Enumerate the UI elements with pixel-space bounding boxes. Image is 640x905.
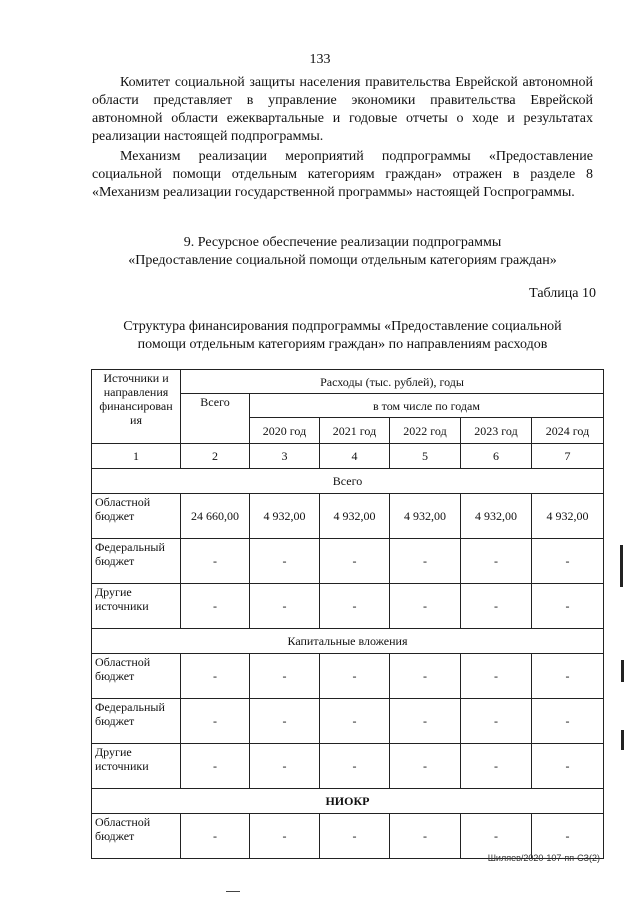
table-row [92,654,604,699]
section-row [92,629,604,654]
section-title: Всего [92,469,604,494]
value-cell: - [532,539,604,584]
section-title: Капитальные вложения [92,629,604,654]
table-header-row-1 [92,370,604,394]
table-row [92,494,604,539]
value-cell: 4 932,00 [320,494,390,539]
value-cell: - [181,744,250,789]
paragraph-mechanism: Механизм реализации мероприятий подпрограммы «Предоставление социальной помощи отдельным категориям граждан» отражен в разделе 8 «Механизм реализации государственной программы» настоящей Госпрограммы. [92,149,593,200]
value-cell: - [250,814,320,859]
value-cell: - [461,539,532,584]
source-cell: Областной бюджет [92,494,181,539]
section-heading-line1: 9. Ресурсное обеспечение реализации подпрограммы [183,235,502,250]
table-row [92,744,604,789]
header-by-years: в том числе по годам [250,394,604,418]
source-cell: Областной бюджет [92,814,181,859]
value-cell: 4 932,00 [532,494,604,539]
table-row [92,699,604,744]
header-year: 2024 год [532,418,604,444]
column-number: 6 [461,444,532,469]
value-cell: 4 932,00 [390,494,461,539]
value-cell: - [390,744,461,789]
scan-artifact-mark [621,660,624,682]
table-row [92,814,604,859]
table-caption-line2: помощи отдельным категориям граждан» по направлениям расходов [137,337,548,352]
table-label: Таблица 10 [529,286,596,301]
column-number: 7 [532,444,604,469]
value-cell: - [461,744,532,789]
value-cell: - [390,584,461,629]
value-cell: - [461,584,532,629]
source-cell: Другие источники [92,744,181,789]
header-total: Всего [181,394,250,444]
bottom-dash-mark [226,891,240,892]
value-cell: - [461,654,532,699]
scan-artifact-mark [621,730,624,750]
footer-code: Шиляев/2020-107-пп-СЗ(2) [487,853,600,863]
value-cell: - [532,814,604,859]
column-number: 1 [92,444,181,469]
value-cell: - [320,744,390,789]
column-number: 4 [320,444,390,469]
header-year: 2020 год [250,418,320,444]
table-row [92,539,604,584]
header-year: 2023 год [461,418,532,444]
table-row [92,584,604,629]
section-row [92,469,604,494]
column-number: 3 [250,444,320,469]
value-cell: - [390,539,461,584]
value-cell: - [320,539,390,584]
value-cell: - [320,654,390,699]
section-heading [92,234,593,270]
value-cell: 4 932,00 [461,494,532,539]
value-cell: - [181,584,250,629]
value-cell: - [181,814,250,859]
header-year: 2022 год [390,418,461,444]
value-cell: - [532,744,604,789]
source-cell: Другие источники [92,584,181,629]
scan-artifact-mark [620,545,623,587]
column-numbers-row [92,444,604,469]
value-cell: - [181,539,250,584]
value-cell: - [461,699,532,744]
value-cell: - [250,584,320,629]
column-number: 2 [181,444,250,469]
value-cell: - [250,699,320,744]
source-cell: Областной бюджет [92,654,181,699]
value-cell: - [390,699,461,744]
value-cell: - [181,699,250,744]
value-cell: - [320,584,390,629]
value-cell: - [461,814,532,859]
section-heading-line2: «Предоставление социальной помощи отдельным категориям граждан» [128,253,557,268]
source-cell: Федеральный бюджет [92,699,181,744]
value-cell: - [532,584,604,629]
value-cell: 24 660,00 [181,494,250,539]
header-expenses: Расходы (тыс. рублей), годы [181,370,604,394]
table-caption [92,318,593,354]
value-cell: - [250,539,320,584]
section-row [92,789,604,814]
value-cell: - [250,654,320,699]
header-year: 2021 год [320,418,390,444]
value-cell: - [532,654,604,699]
column-number: 5 [390,444,461,469]
value-cell: - [250,744,320,789]
paragraph-reporting: Комитет социальной защиты населения правительства Еврейской автономной области представляет в управление экономики правительства Еврейской автономной области ежеквартальные и годовые отчеты о ходе и результатах реализации настоящей подпрограммы. [92,75,593,144]
financing-table [91,369,604,859]
value-cell: - [390,814,461,859]
value-cell: - [320,814,390,859]
section-title: НИОКР [92,789,604,814]
value-cell: 4 932,00 [250,494,320,539]
value-cell: - [320,699,390,744]
value-cell: - [532,699,604,744]
table-caption-line1: Структура финансирования подпрограммы «Предоставление социальной [123,319,562,334]
header-source: Источники и направления финансирован ия [92,370,181,444]
source-cell: Федеральный бюджет [92,539,181,584]
page-number: 133 [309,52,331,67]
value-cell: - [181,654,250,699]
value-cell: - [390,654,461,699]
